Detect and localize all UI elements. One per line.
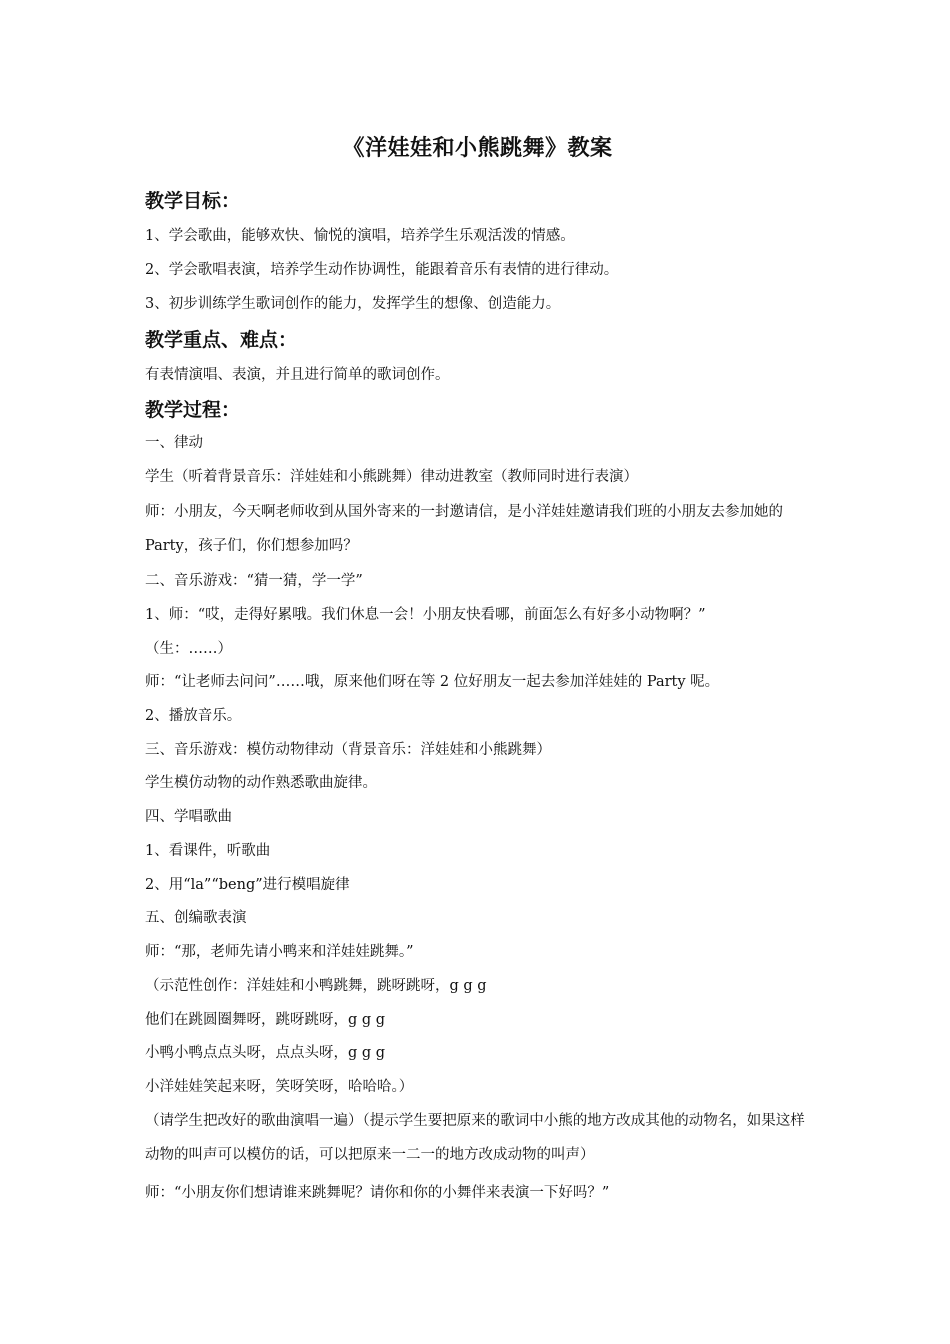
process-line: 小洋娃娃笑起来呀，笑呀笑呀，哈哈哈。） xyxy=(145,1079,414,1095)
process-line: 师：“那，老师先请小鸭来和洋娃娃跳舞。” xyxy=(145,944,414,960)
process-line: （示范性创作：洋娃娃和小鸭跳舞，跳呀跳呀，g g g xyxy=(145,978,487,994)
process-line: 2、用“la”“beng”进行模唱旋律 xyxy=(145,877,350,893)
goal-line-2: 2、学会歌唱表演，培养学生动作协调性，能跟着音乐有表情的进行律动。 xyxy=(145,262,619,278)
process-line: 四、学唱歌曲 xyxy=(145,809,232,825)
process-line: （生：……） xyxy=(145,641,232,657)
heading-key-points: 教学重点、难点： xyxy=(145,329,298,351)
process-line: 他们在跳圆圈舞呀，跳呀跳呀，g g g xyxy=(145,1012,386,1028)
process-line: 三、音乐游戏：模仿动物律动（背景音乐：洋娃娃和小熊跳舞） xyxy=(145,742,551,758)
process-line: 师：“让老师去问问”……哦，原来他们呀在等 2 位好朋友一起去参加洋娃娃的 Party 呢。 xyxy=(145,674,720,690)
process-line: 学生（听着背景音乐：洋娃娃和小熊跳舞）律动进教室（教师同时进行表演） xyxy=(145,469,638,485)
goal-line-1: 1、学会歌曲，能够欢快、愉悦的演唱，培养学生乐观活泼的情感。 xyxy=(145,228,575,244)
process-line: 小鸭小鸭点点头呀，点点头呀，g g g xyxy=(145,1045,386,1061)
keypoint-line-1: 有表情演唱、表演，并且进行简单的歌词创作。 xyxy=(145,367,450,383)
process-line: 学生模仿动物的动作熟悉歌曲旋律。 xyxy=(145,775,377,791)
process-line: 师：“小朋友你们想请谁来跳舞呢？请你和你的小舞伴来表演一下好吗？” xyxy=(145,1185,610,1201)
process-paragraph: 师：小朋友，今天啊老师收到从国外寄来的一封邀请信，是小洋娃娃邀请我们班的小朋友去参加她的 Party，孩子们，你们想参加吗？ xyxy=(145,504,783,554)
process-line: 五、创编歌表演 xyxy=(145,910,247,926)
process-line: 2、播放音乐。 xyxy=(145,708,242,724)
process-line: 二、音乐游戏：“猜一猜，学一学” xyxy=(145,573,363,589)
document-title: 《洋娃娃和小熊跳舞》教案 xyxy=(342,136,613,161)
heading-teaching-process: 教学过程： xyxy=(145,399,241,421)
process-line: 1、师：“哎，走得好累哦。我们休息一会！小朋友快看哪，前面怎么有好多小动物啊？” xyxy=(145,607,706,623)
process-line: 1、看课件，听歌曲 xyxy=(145,843,271,859)
process-paragraph: （请学生把改好的歌曲演唱一遍）（提示学生要把原来的歌词中小熊的地方改成其他的动物名，如果这样动物的叫声可以模仿的话，可以把原来一二一的地方改成动物的叫声） xyxy=(145,1113,805,1163)
process-line: 一、律动 xyxy=(145,435,203,451)
heading-teaching-goals: 教学目标： xyxy=(145,190,241,212)
goal-line-3: 3、初步训练学生歌词创作的能力，发挥学生的想像、创造能力。 xyxy=(145,296,561,312)
